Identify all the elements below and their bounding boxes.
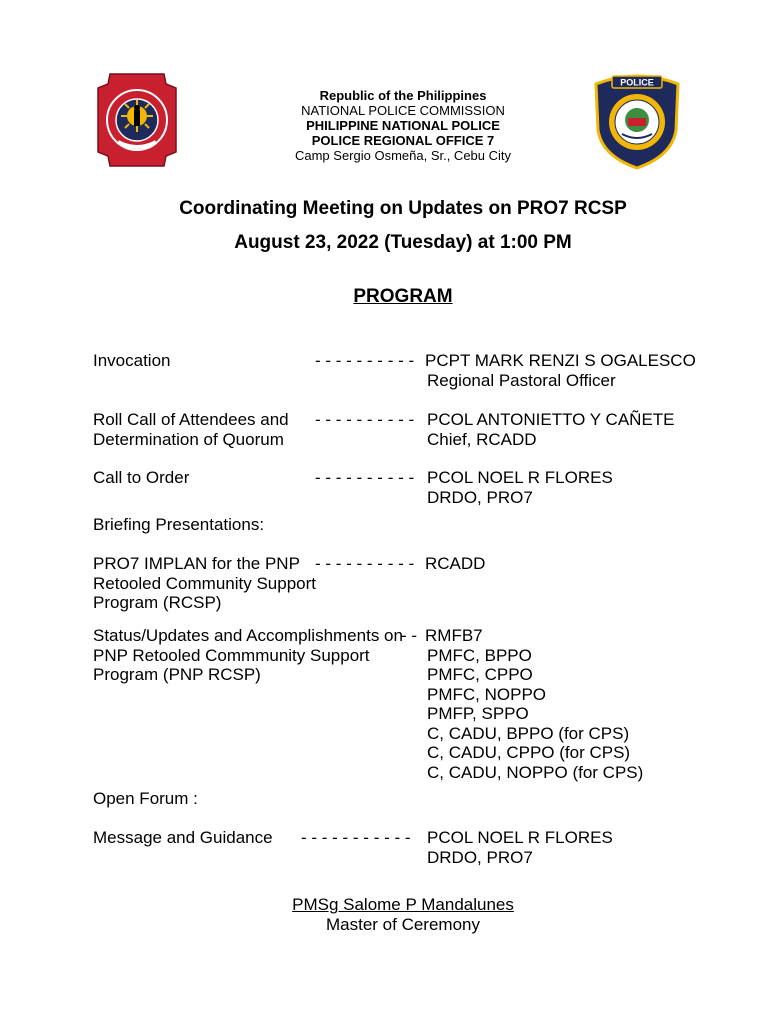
item-dashes: - - bbox=[401, 626, 418, 645]
item-values bbox=[425, 351, 696, 390]
letterhead bbox=[230, 88, 576, 163]
item-value: C, CADU, BPPO (for CPS) bbox=[427, 723, 630, 743]
letterhead-republic: Republic of the Philippines bbox=[319, 88, 487, 103]
item-value: PCOL ANTONIETTO Y CAÑETE bbox=[427, 410, 675, 429]
item-value: C, CADU, CPPO (for CPS) bbox=[427, 743, 631, 762]
meeting-date: August 23, 2022 (Tuesday) at 1:00 PM bbox=[234, 232, 572, 253]
item-label: PRO7 IMPLAN for the PNP Retooled Community Support Program (RCSP) bbox=[93, 554, 317, 612]
item-label: Message and Guidance bbox=[93, 828, 273, 847]
letterhead-pnp: PHILIPPINE NATIONAL POLICE bbox=[306, 118, 500, 133]
badge-police-text: POLICE bbox=[620, 77, 654, 88]
item-value: PMFC, BPPO bbox=[427, 645, 532, 665]
item-dashes: - - - - - - - - - - bbox=[315, 410, 415, 429]
item-label: Status/Updates and Accomplishments on PNP Retooled Commmunity Support Program (PNP RCSP) bbox=[93, 626, 403, 684]
item-values bbox=[427, 468, 613, 507]
item-value: Regional Pastoral Officer bbox=[427, 370, 616, 390]
item-label: Open Forum : bbox=[93, 789, 198, 808]
item-value: PMFC, NOPPO bbox=[427, 684, 547, 704]
item-values bbox=[427, 828, 613, 867]
program-heading: PROGRAM bbox=[353, 286, 453, 307]
item-values bbox=[425, 626, 643, 782]
emcee-name: PMSg Salome P Mandalunes bbox=[292, 895, 514, 914]
item-value: PCPT MARK RENZI S OGALESCO bbox=[425, 351, 696, 370]
pro7-badge-logo bbox=[592, 70, 682, 170]
meeting-title: Coordinating Meeting on Updates on PRO7 RCSP bbox=[179, 198, 627, 219]
item-value: PMFC, CPPO bbox=[427, 665, 533, 684]
item-value: Chief, RCADD bbox=[427, 429, 537, 449]
item-dashes: - - - - - - - - - - bbox=[315, 351, 415, 370]
emcee-block bbox=[0, 895, 768, 934]
emcee-role: Master of Ceremony bbox=[326, 914, 480, 934]
item-values bbox=[425, 554, 485, 574]
letterhead-pro7: POLICE REGIONAL OFFICE 7 bbox=[311, 133, 495, 148]
item-value: PCOL NOEL R FLORES bbox=[427, 828, 613, 847]
item-label: Roll Call of Attendees and Determination of Quorum bbox=[93, 410, 289, 449]
item-label: Briefing Presentations: bbox=[93, 515, 265, 534]
letterhead-address: Camp Sergio Osmeña, Sr., Cebu City bbox=[294, 148, 512, 163]
item-value: RMFB7 bbox=[425, 626, 483, 645]
letterhead-napolcom: NATIONAL POLICE COMMISSION bbox=[301, 103, 505, 118]
item-values bbox=[427, 410, 675, 449]
pnp-seal-logo bbox=[96, 70, 178, 170]
item-value: PMFP, SPPO bbox=[427, 704, 529, 723]
item-label: Call to Order bbox=[93, 468, 190, 487]
item-value: PCOL NOEL R FLORES bbox=[427, 468, 613, 487]
item-value: C, CADU, NOPPO (for CPS) bbox=[427, 762, 644, 782]
item-label: Invocation bbox=[93, 351, 171, 370]
item-value: DRDO, PRO7 bbox=[427, 487, 533, 507]
item-dashes: - - - - - - - - - - bbox=[315, 554, 415, 573]
item-value: DRDO, PRO7 bbox=[427, 847, 533, 867]
item-value: RCADD bbox=[425, 554, 486, 573]
item-dashes: - - - - - - - - - - - bbox=[301, 828, 411, 847]
item-dashes: - - - - - - - - - - bbox=[315, 468, 415, 487]
